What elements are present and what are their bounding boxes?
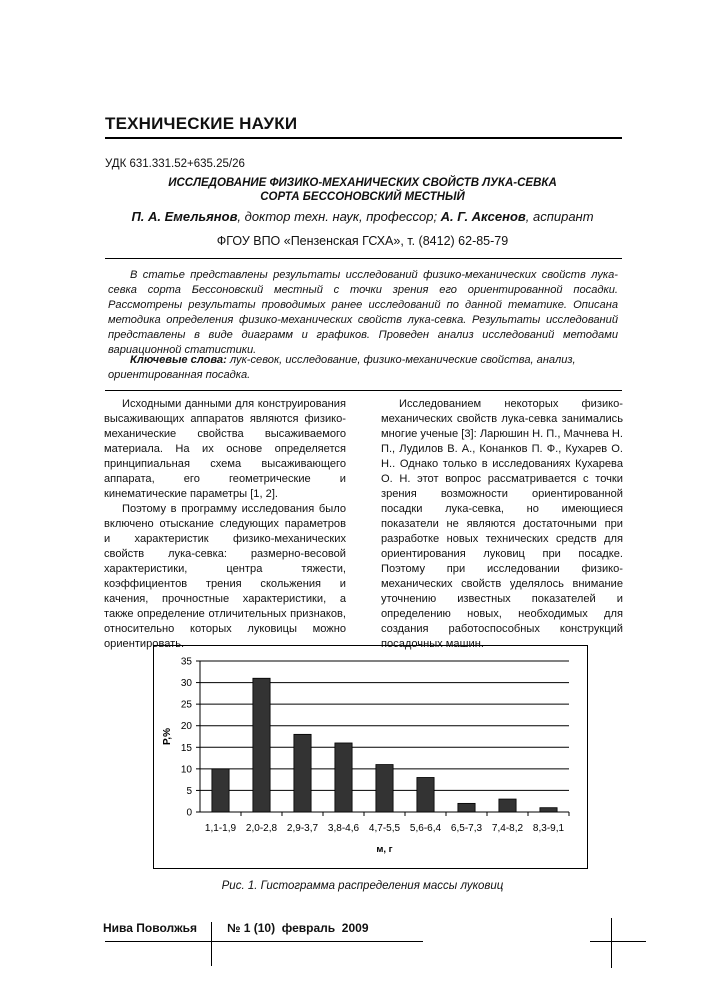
histogram-bar (253, 678, 270, 812)
footer-rule (105, 941, 423, 942)
section-title: ТЕХНИЧЕСКИЕ НАУКИ (105, 114, 298, 133)
x-tick-label: 2,0-2,8 (245, 823, 278, 834)
paragraph: Поэтому в программу исследования было включено отыскание следующих параметров и характеристик физико-механических свойств лука-севка: размерно-весовой характеристики, центра тяжести, коэффициентов трения скольжения и качения, прочностные характеристики, а также определение отличительных признаков, относительно которых луковицы можно ориентировать. (104, 503, 346, 650)
histogram-bar (376, 765, 393, 812)
abstract-top-rule (105, 258, 622, 259)
footer-crop-vertical-right (611, 918, 612, 968)
x-axis-title: м, г (376, 844, 393, 855)
histogram-bar (540, 808, 557, 812)
y-tick-label: 15 (180, 742, 192, 754)
y-tick-label: 5 (186, 785, 192, 797)
y-tick-label: 35 (180, 656, 192, 668)
y-tick-label: 0 (186, 807, 192, 819)
organization: ФГОУ ВПО «Пензенская ГСХА», т. (8412) 62-85-79 (216, 234, 509, 248)
section-rule (105, 137, 622, 139)
y-axis-title: Р,% (162, 728, 173, 745)
histogram-chart (154, 646, 587, 868)
author-name: А. Г. Аксенов (440, 209, 526, 224)
y-tick-label: 10 (180, 764, 192, 776)
article-title-line2: СОРТА БЕССОНОВСКИЙ МЕСТНЫЙ (260, 191, 465, 203)
author-role: , аспирант (525, 209, 594, 224)
histogram-bar (335, 743, 352, 812)
x-tick-label: 4,7-5,5 (368, 823, 401, 834)
figure-frame (153, 645, 588, 869)
footer-crop-horizontal-right (590, 941, 646, 942)
x-tick-label: 6,5-7,3 (450, 823, 483, 834)
histogram-bar (212, 769, 229, 812)
x-tick-label: 1,1-1,9 (204, 823, 237, 834)
abstract-bottom-rule (105, 390, 622, 391)
x-tick-label: 2,9-3,7 (286, 823, 319, 834)
body-column-right (381, 397, 623, 652)
body-column-left (104, 397, 346, 652)
author-role: , доктор техн. наук, профессор; (237, 209, 441, 224)
histogram-bar (458, 803, 475, 812)
y-tick-label: 20 (180, 721, 192, 733)
abstract: В статье представлены результаты исследований физико-механических свойств лука-севка сорта Бессоновский местный с точки зрения его ориентированной посадки. Рассмотрены результаты проводимых ранее исследований по данной тематике. Описана методика определения физико-механических свойств лука-севка. Результаты исследований представлены в виде диаграмм и графиков. Проведен анализ исследований методами вариационной статистики. (108, 269, 618, 356)
keywords (108, 353, 618, 383)
x-tick-label: 8,3-9,1 (532, 823, 565, 834)
paragraph: Исследованием некоторых физико-механических свойств лука-севка занимались многие ученые [3]: Ларюшин Н. П., Мачнева Н. П., Лудилов В. А., Конанков П. Ф., Кухарев О. Н.. Однако только в исследованиях Кухарева О. Н. этот вопрос рассматривается с точки зрения возможности ориентированной посадки лука-севка, но имеющиеся показатели не являются достаточными при разработке новых технических средств для ориентирования луковиц при посадке. Поэтому при исследовании физико-механических свойств уделялось внимание уточнению известных показателей и определению новых, необходимых для создания работоспособных конструкций посадочных машин. (381, 398, 623, 650)
keywords-text: лук-севок, исследование, физико-механические свойства, анализ, ориентированная посадка. (108, 354, 576, 381)
paragraph: Исходными данными для конструирования высаживающих аппаратов являются физико-механические свойства высаживаемого материала. На их основе определяется принципиальная схема высаживающего аппарата, его геометрические и кинематические параметры [1, 2]. (104, 398, 346, 500)
x-tick-label: 5,6-6,4 (409, 823, 442, 834)
histogram-bar (499, 799, 516, 812)
article-title-line1: ИССЛЕДОВАНИЕ ФИЗИКО-МЕХАНИЧЕСКИХ СВОЙСТВ ЛУКА-СЕВКА (168, 177, 557, 189)
authors-line (105, 209, 620, 224)
x-tick-label: 7,4-8,2 (491, 823, 524, 834)
issue-info: № 1 (10) февраль 2009 (227, 921, 369, 935)
x-tick-label: 3,8-4,6 (327, 823, 360, 834)
histogram-bar (294, 734, 311, 812)
histogram-bar (417, 777, 434, 812)
udk-code: УДК 631.331.52+635.25/26 (105, 158, 245, 170)
y-tick-label: 30 (180, 678, 192, 690)
y-tick-label: 25 (180, 699, 192, 711)
footer-crop-vertical-left (211, 922, 212, 966)
author-name: П. А. Емельянов (131, 209, 238, 224)
journal-name: Нива Поволжья (103, 921, 197, 935)
figure-caption: Рис. 1. Гистограмма распределения массы луковиц (221, 880, 504, 892)
keywords-label: Ключевые слова: (130, 354, 227, 366)
